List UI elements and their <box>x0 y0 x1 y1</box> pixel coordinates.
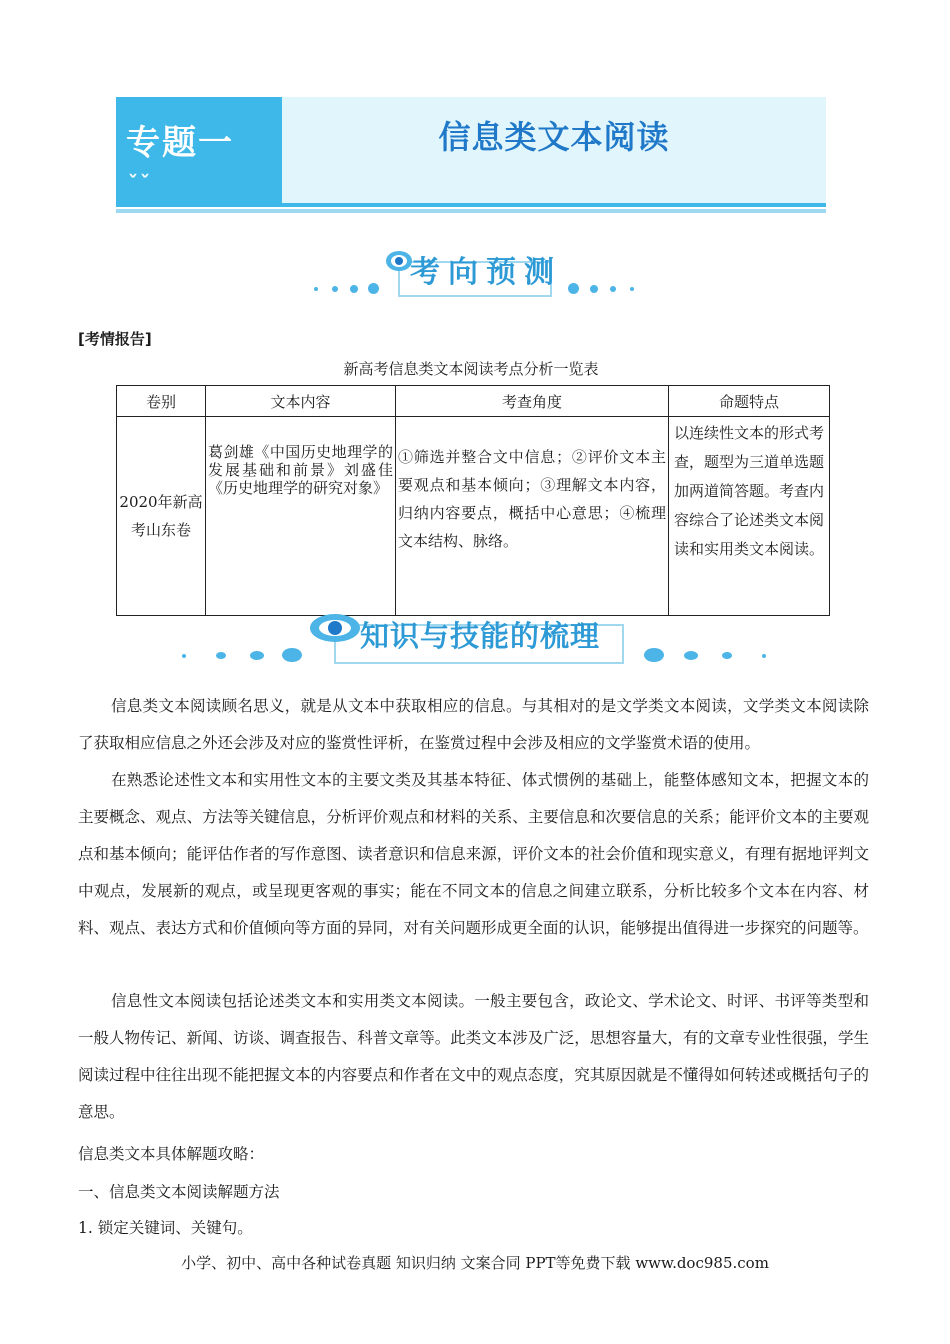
dot-decoration <box>282 648 302 662</box>
dot-decoration <box>610 286 616 292</box>
section-header-knowledge <box>170 608 780 668</box>
dot-decoration <box>568 283 579 294</box>
dot-decoration <box>368 283 379 294</box>
section-header-forecast <box>300 243 650 303</box>
table-header-row <box>117 386 830 417</box>
table-cell-angle: ①筛选并整合文中信息；②评价文本主要观点和基本倾向；③理解文本内容，归纳内容要点，概括中心意思；④梳理文本结构、脉络。 <box>396 417 669 616</box>
table-cell-text-content: 葛剑雄《中国历史地理学的发展基础和前景》刘盛佳《历史地理学的研究对象》 <box>206 417 396 616</box>
dot-decoration <box>590 285 598 293</box>
dot-decoration <box>350 285 358 293</box>
topic-label: 专题一 <box>126 123 234 163</box>
column-header: 命题特点 <box>669 386 830 417</box>
section-title: 知识与技能的梳理 <box>360 619 601 653</box>
section-title: 考向预测 <box>410 255 562 290</box>
topic-subtext: ˇˇ <box>128 171 152 195</box>
dot-decoration <box>332 286 338 292</box>
table-cell-paper: 2020年新高考山东卷 <box>117 417 206 616</box>
paragraph-intro: 信息类文本阅读顾名思义，就是从文本中获取相应的信息。与其相对的是文学类文本阅读，文学类文本阅读除了获取相应信息之外还会涉及对应的鉴赏性评析，在鉴赏过程中会涉及相应的文学鉴赏术语的使用。 <box>78 697 869 752</box>
dot-decoration <box>762 654 766 658</box>
topic-block <box>116 97 282 203</box>
column-header: 考查角度 <box>396 386 669 417</box>
exam-analysis-table <box>116 385 830 616</box>
dot-decoration <box>216 652 226 659</box>
dot-decoration <box>314 287 318 291</box>
page-title: 信息类文本阅读 <box>438 118 670 156</box>
eye-icon <box>310 614 360 642</box>
column-header: 卷别 <box>117 386 206 417</box>
column-header: 文本内容 <box>206 386 396 417</box>
method-step-1: 1. 锁定关键词、关键句。 <box>78 1219 253 1237</box>
eye-icon <box>386 251 412 271</box>
banner-underline <box>116 203 826 207</box>
paragraph-scope: 信息性文本阅读包括论述类文本和实用类文本阅读。一般主要包含，政论文、学术论文、时评、书评等类型和一般人物传记、新闻、访谈、调查报告、科普文章等。此类文本涉及广泛，思想容量大，有的文章专业性很强，学生阅读过程中往往出现不能把握文本的内容要点和作者在文中的观点态度，究其原因就是不懂得如何转述或概括句子的意思。 <box>78 992 869 1121</box>
report-label: [考情报告] <box>78 330 152 348</box>
dot-decoration <box>722 652 732 659</box>
table-caption: 新高考信息类文本阅读考点分析一览表 <box>343 360 599 378</box>
table-row <box>117 417 830 616</box>
dot-decoration <box>644 648 664 662</box>
banner-underline-light <box>116 209 826 213</box>
dot-decoration <box>630 287 634 291</box>
dot-decoration <box>182 654 186 658</box>
dot-decoration <box>684 651 698 660</box>
strategy-heading: 信息类文本具体解题攻略： <box>78 1145 265 1163</box>
method-heading: 一、信息类文本阅读解题方法 <box>78 1183 280 1201</box>
dot-decoration <box>250 651 264 660</box>
footer-text: 小学、初中、高中各种试卷真题 知识归纳 文案合同 PPT等免费下载 www.doc985.com <box>181 1254 769 1272</box>
table-cell-features: 以连续性文本的形式考查，题型为三道单选题加两道简答题。考查内容综合了论述类文本阅读和实用类文本阅读。 <box>669 417 830 616</box>
paragraph-requirements: 在熟悉论述性文本和实用性文本的主要文类及其基本特征、体式惯例的基础上，能整体感知文本，把握文本的主要概念、观点、方法等关键信息，分析评价观点和材料的关系、主要信息和次要信息的关系；能评价文本的主要观点和基本倾向；能评估作者的写作意图、读者意识和信息来源，评价文本的社会价值和现实意义，有理有据地评判文中观点，发展新的观点，或呈现更客观的事实；能在不同文本的信息之间建立联系，分析比较多个文本在内容、材料、观点、表达方式和价值倾向等方面的异同，对有关问题形成更全面的认识，能够提出值得进一步探究的问题等。 <box>78 771 869 937</box>
